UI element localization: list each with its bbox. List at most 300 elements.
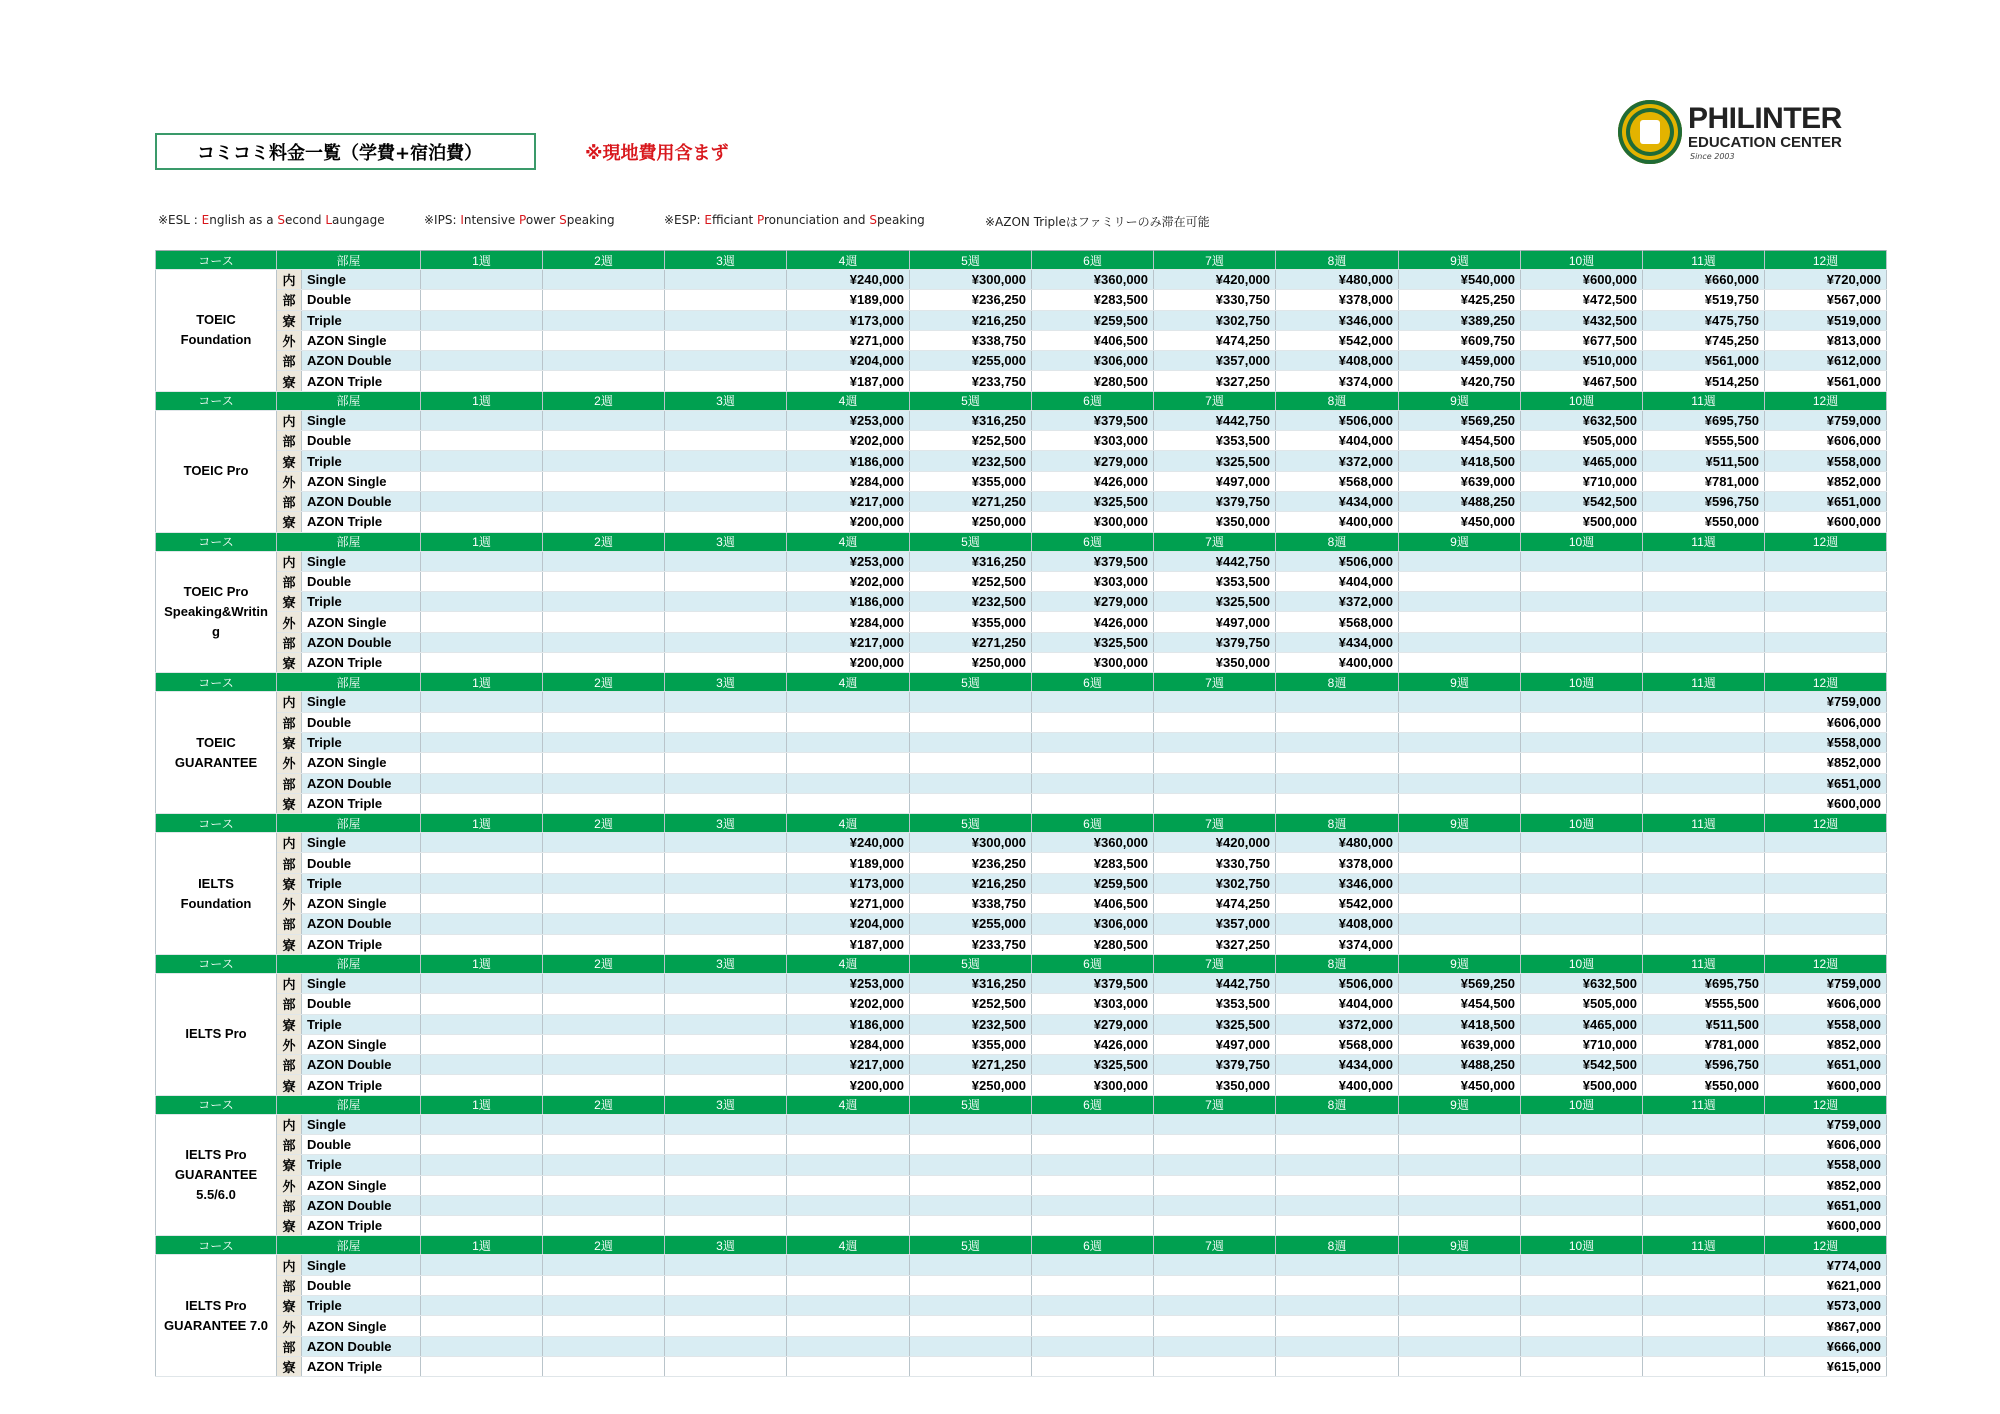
table-row: [156, 853, 1887, 873]
price-cell: [421, 833, 543, 853]
price-cell: ¥271,250: [910, 1055, 1032, 1075]
price-cell: [421, 1175, 543, 1195]
room-type: AZON Single: [302, 753, 421, 773]
price-cell: [910, 1114, 1032, 1134]
price-cell: ¥173,000: [787, 873, 910, 893]
room-type: AZON Triple: [302, 1075, 421, 1095]
price-cell: [421, 410, 543, 430]
room-type: Triple: [302, 310, 421, 330]
price-cell: [1154, 793, 1276, 813]
price-cell: [543, 310, 665, 330]
price-cell: ¥568,000: [1276, 1034, 1399, 1054]
price-cell: ¥506,000: [1276, 410, 1399, 430]
price-cell: ¥379,750: [1154, 491, 1276, 511]
price-cell: [665, 994, 787, 1014]
price-cell: [1399, 551, 1521, 571]
table-row: [156, 1175, 1887, 1195]
price-cell: ¥561,000: [1643, 351, 1765, 371]
column-header: コース: [156, 532, 277, 551]
price-cell: [910, 773, 1032, 793]
price-cell: [787, 1316, 910, 1336]
price-cell: [543, 1134, 665, 1154]
price-cell: ¥542,000: [1276, 330, 1399, 350]
price-cell: ¥316,250: [910, 551, 1032, 571]
room-type-kanji: 寮: [277, 1014, 302, 1034]
room-type-kanji: 部: [277, 1195, 302, 1215]
price-cell: ¥232,500: [910, 1014, 1032, 1034]
price-cell: ¥454,500: [1399, 994, 1521, 1014]
room-type-kanji: 寮: [277, 1296, 302, 1316]
price-cell: [1154, 1114, 1276, 1134]
price-cell: ¥250,000: [910, 653, 1032, 673]
price-cell: [665, 491, 787, 511]
price-cell: ¥187,000: [787, 371, 910, 391]
room-type-kanji: 外: [277, 471, 302, 491]
column-header: コース: [156, 814, 277, 833]
table-row: [156, 571, 1887, 591]
price-cell: [1276, 712, 1399, 732]
column-header: 6週: [1032, 1095, 1154, 1114]
price-cell: ¥677,500: [1521, 330, 1643, 350]
price-cell: ¥550,000: [1643, 1075, 1765, 1095]
price-cell: [543, 1014, 665, 1034]
course-name-cell: IELTS Pro GUARANTEE 7.0: [156, 1255, 277, 1377]
price-cell: [787, 1356, 910, 1376]
price-cell: [787, 732, 910, 752]
book-emblem-icon: [1618, 100, 1682, 164]
room-type-kanji: 部: [277, 1336, 302, 1356]
column-header: 7週: [1154, 1095, 1276, 1114]
price-cell: [665, 653, 787, 673]
logo-since: Since 2003: [1690, 152, 1735, 161]
price-cell: [665, 692, 787, 712]
table-row: [156, 1014, 1887, 1034]
room-type-kanji: 部: [277, 571, 302, 591]
column-header: 7週: [1154, 251, 1276, 270]
price-cell: [1399, 712, 1521, 732]
price-cell: [1643, 914, 1765, 934]
price-cell: [910, 1216, 1032, 1236]
price-cell: [910, 1316, 1032, 1336]
price-cell: ¥720,000: [1765, 270, 1887, 290]
room-type-kanji: 寮: [277, 1356, 302, 1376]
room-type: AZON Triple: [302, 371, 421, 391]
column-header: 4週: [787, 1236, 910, 1255]
price-cell: [1399, 612, 1521, 632]
room-type-kanji: 内: [277, 692, 302, 712]
price-cell: [1032, 1336, 1154, 1356]
price-cell: ¥327,250: [1154, 934, 1276, 954]
price-cell: [1276, 1155, 1399, 1175]
price-cell: [910, 692, 1032, 712]
column-header: 2週: [543, 814, 665, 833]
price-cell: [1643, 1356, 1765, 1376]
course-name-cell: IELTS Foundation: [156, 833, 277, 955]
price-cell: [421, 894, 543, 914]
price-cell: ¥781,000: [1643, 1034, 1765, 1054]
price-cell: [1032, 1316, 1154, 1336]
room-type: Triple: [302, 873, 421, 893]
price-cell: ¥253,000: [787, 410, 910, 430]
price-cell: [665, 853, 787, 873]
column-header: 部屋: [277, 954, 421, 973]
price-cell: [421, 451, 543, 471]
room-type-kanji: 部: [277, 712, 302, 732]
price-cell: ¥338,750: [910, 894, 1032, 914]
price-cell: [1643, 1216, 1765, 1236]
price-cell: ¥355,000: [910, 612, 1032, 632]
price-cell: ¥306,000: [1032, 914, 1154, 934]
room-type: AZON Triple: [302, 1216, 421, 1236]
room-type-kanji: 内: [277, 551, 302, 571]
price-cell: ¥600,000: [1765, 793, 1887, 813]
price-cell: ¥353,500: [1154, 994, 1276, 1014]
room-type: AZON Single: [302, 1034, 421, 1054]
table-row: [156, 1034, 1887, 1054]
price-cell: [543, 1275, 665, 1295]
price-cell: ¥379,500: [1032, 410, 1154, 430]
room-type: Triple: [302, 592, 421, 612]
price-cell: ¥186,000: [787, 451, 910, 471]
price-cell: [421, 551, 543, 571]
course-name-cell: TOEIC Pro: [156, 410, 277, 532]
price-cell: [665, 551, 787, 571]
room-type-kanji: 内: [277, 1255, 302, 1275]
room-type: Single: [302, 692, 421, 712]
price-cell: [1399, 853, 1521, 873]
price-cell: [665, 371, 787, 391]
price-cell: ¥425,250: [1399, 290, 1521, 310]
room-type: Triple: [302, 1296, 421, 1316]
price-cell: [1521, 1255, 1643, 1275]
price-cell: ¥600,000: [1765, 512, 1887, 532]
price-cell: ¥745,250: [1643, 330, 1765, 350]
price-cell: [665, 632, 787, 652]
price-cell: [421, 512, 543, 532]
room-type-kanji: 寮: [277, 451, 302, 471]
price-cell: [1643, 793, 1765, 813]
course-name-cell: IELTS Pro GUARANTEE 5.5/6.0: [156, 1114, 277, 1236]
price-cell: [1521, 894, 1643, 914]
column-header: 7週: [1154, 814, 1276, 833]
price-cell: [1399, 1195, 1521, 1215]
price-cell: ¥573,000: [1765, 1296, 1887, 1316]
price-cell: ¥233,750: [910, 371, 1032, 391]
table-header-row: [156, 1236, 1887, 1255]
fee-table: [155, 250, 1887, 1377]
column-header: 1週: [421, 954, 543, 973]
price-cell: ¥379,750: [1154, 632, 1276, 652]
price-cell: [910, 1356, 1032, 1376]
column-header: 3週: [665, 391, 787, 410]
column-header: 8週: [1276, 673, 1399, 692]
price-cell: ¥511,500: [1643, 451, 1765, 471]
price-cell: [910, 712, 1032, 732]
room-type-kanji: 寮: [277, 653, 302, 673]
price-cell: [1032, 1134, 1154, 1154]
price-cell: ¥651,000: [1765, 1055, 1887, 1075]
room-type: Double: [302, 994, 421, 1014]
price-cell: [1521, 1195, 1643, 1215]
price-cell: ¥353,500: [1154, 571, 1276, 591]
price-cell: [543, 351, 665, 371]
column-header: 9週: [1399, 251, 1521, 270]
price-cell: ¥408,000: [1276, 351, 1399, 371]
price-cell: ¥271,000: [787, 894, 910, 914]
title-note: ※現地費用含まず: [585, 143, 729, 164]
price-cell: [543, 410, 665, 430]
price-cell: [421, 994, 543, 1014]
column-header: 11週: [1643, 251, 1765, 270]
column-header: コース: [156, 251, 277, 270]
price-cell: [1521, 1296, 1643, 1316]
table-row: [156, 290, 1887, 310]
price-cell: ¥474,250: [1154, 330, 1276, 350]
price-cell: [543, 873, 665, 893]
price-cell: ¥596,750: [1643, 491, 1765, 511]
room-type-kanji: 部: [277, 853, 302, 873]
column-header: 6週: [1032, 532, 1154, 551]
room-type: Triple: [302, 732, 421, 752]
price-cell: [665, 1336, 787, 1356]
price-cell: ¥204,000: [787, 914, 910, 934]
price-cell: ¥852,000: [1765, 753, 1887, 773]
table-row: [156, 1075, 1887, 1095]
price-cell: ¥303,000: [1032, 994, 1154, 1014]
price-cell: [665, 290, 787, 310]
course-name-cell: TOEIC Pro Speaking&Writin g: [156, 551, 277, 673]
price-cell: ¥300,000: [1032, 1075, 1154, 1095]
table-row: [156, 1296, 1887, 1316]
price-cell: [1032, 1114, 1154, 1134]
price-cell: [421, 1155, 543, 1175]
price-cell: ¥695,750: [1643, 973, 1765, 993]
price-cell: ¥505,000: [1521, 431, 1643, 451]
price-cell: [665, 1034, 787, 1054]
price-cell: ¥279,000: [1032, 1014, 1154, 1034]
column-header: 6週: [1032, 1236, 1154, 1255]
column-header: 9週: [1399, 532, 1521, 551]
price-cell: [1276, 1114, 1399, 1134]
price-cell: ¥434,000: [1276, 1055, 1399, 1075]
price-cell: ¥300,000: [910, 270, 1032, 290]
price-cell: ¥852,000: [1765, 471, 1887, 491]
price-cell: ¥426,000: [1032, 471, 1154, 491]
price-cell: [665, 471, 787, 491]
price-cell: ¥432,500: [1521, 310, 1643, 330]
price-cell: [1643, 1155, 1765, 1175]
price-cell: ¥200,000: [787, 653, 910, 673]
room-type-kanji: 内: [277, 410, 302, 430]
price-cell: [1521, 612, 1643, 632]
price-cell: [665, 1316, 787, 1336]
price-cell: [910, 1255, 1032, 1275]
room-type: AZON Double: [302, 773, 421, 793]
column-header: 5週: [910, 1095, 1032, 1114]
price-cell: ¥558,000: [1765, 1155, 1887, 1175]
room-type-kanji: 寮: [277, 310, 302, 330]
column-header: 10週: [1521, 1095, 1643, 1114]
price-cell: [421, 270, 543, 290]
column-header: 5週: [910, 532, 1032, 551]
price-cell: ¥420,750: [1399, 371, 1521, 391]
column-header: 12週: [1765, 1236, 1887, 1255]
table-row: [156, 973, 1887, 993]
price-cell: [1643, 592, 1765, 612]
price-cell: [1521, 1134, 1643, 1154]
column-header: 9週: [1399, 1095, 1521, 1114]
price-cell: [1154, 1255, 1276, 1275]
price-cell: ¥338,750: [910, 330, 1032, 350]
price-cell: [421, 653, 543, 673]
price-cell: [1276, 1356, 1399, 1376]
price-cell: ¥606,000: [1765, 431, 1887, 451]
table-row: [156, 773, 1887, 793]
column-header: 7週: [1154, 954, 1276, 973]
table-row: [156, 1316, 1887, 1336]
room-type-kanji: 寮: [277, 371, 302, 391]
course-name-cell: TOEIC GUARANTEE: [156, 692, 277, 814]
price-cell: [1154, 732, 1276, 752]
price-cell: ¥284,000: [787, 1034, 910, 1054]
price-cell: ¥232,500: [910, 592, 1032, 612]
price-cell: [421, 371, 543, 391]
price-cell: ¥357,000: [1154, 351, 1276, 371]
table-row: [156, 692, 1887, 712]
price-cell: ¥475,750: [1643, 310, 1765, 330]
course-name-cell: TOEIC Foundation: [156, 270, 277, 392]
price-cell: [665, 512, 787, 532]
price-cell: [1276, 732, 1399, 752]
price-cell: ¥454,500: [1399, 431, 1521, 451]
room-type: AZON Single: [302, 1175, 421, 1195]
room-type: AZON Double: [302, 1055, 421, 1075]
price-cell: [1154, 773, 1276, 793]
price-cell: [421, 571, 543, 591]
price-cell: [1765, 914, 1887, 934]
column-header: 5週: [910, 814, 1032, 833]
price-cell: [665, 431, 787, 451]
column-header: 11週: [1643, 673, 1765, 692]
price-cell: [665, 1055, 787, 1075]
price-cell: [1521, 934, 1643, 954]
column-header: 4週: [787, 814, 910, 833]
price-cell: ¥606,000: [1765, 1134, 1887, 1154]
price-cell: ¥632,500: [1521, 973, 1643, 993]
table-row: [156, 712, 1887, 732]
room-type: Double: [302, 1275, 421, 1295]
price-cell: [543, 551, 665, 571]
price-cell: ¥450,000: [1399, 512, 1521, 532]
price-cell: [421, 1356, 543, 1376]
column-header: 11週: [1643, 814, 1765, 833]
price-cell: ¥355,000: [910, 1034, 1032, 1054]
room-type: Single: [302, 410, 421, 430]
room-type-kanji: 寮: [277, 732, 302, 752]
price-cell: [543, 1075, 665, 1095]
price-cell: [1643, 632, 1765, 652]
room-type: AZON Double: [302, 914, 421, 934]
room-type-kanji: 部: [277, 914, 302, 934]
price-cell: ¥255,000: [910, 914, 1032, 934]
room-type: AZON Double: [302, 491, 421, 511]
price-cell: ¥500,000: [1521, 512, 1643, 532]
room-type-kanji: 寮: [277, 592, 302, 612]
price-cell: [787, 1296, 910, 1316]
price-cell: [421, 1216, 543, 1236]
price-cell: [543, 894, 665, 914]
price-cell: [543, 712, 665, 732]
room-type: AZON Single: [302, 1316, 421, 1336]
price-cell: [1521, 653, 1643, 673]
price-cell: [665, 592, 787, 612]
price-cell: ¥852,000: [1765, 1175, 1887, 1195]
column-header: 10週: [1521, 814, 1643, 833]
price-cell: ¥639,000: [1399, 471, 1521, 491]
column-header: 12週: [1765, 1095, 1887, 1114]
price-cell: ¥372,000: [1276, 592, 1399, 612]
price-cell: [543, 1155, 665, 1175]
price-cell: ¥200,000: [787, 512, 910, 532]
table-row: [156, 410, 1887, 430]
room-type-kanji: 部: [277, 351, 302, 371]
price-cell: [1032, 1175, 1154, 1195]
price-cell: [543, 571, 665, 591]
price-cell: [1521, 692, 1643, 712]
price-cell: [543, 491, 665, 511]
price-cell: [1399, 753, 1521, 773]
price-cell: ¥465,000: [1521, 1014, 1643, 1034]
column-header: 2週: [543, 673, 665, 692]
price-cell: ¥236,250: [910, 290, 1032, 310]
price-cell: [1032, 753, 1154, 773]
column-header: 6週: [1032, 954, 1154, 973]
table-row: [156, 1275, 1887, 1295]
price-cell: [910, 1275, 1032, 1295]
price-cell: [665, 1175, 787, 1195]
table-header-row: [156, 391, 1887, 410]
price-cell: [543, 1114, 665, 1134]
table-row: [156, 1055, 1887, 1075]
price-cell: [1154, 1316, 1276, 1336]
price-cell: [1765, 551, 1887, 571]
price-cell: [421, 753, 543, 773]
price-cell: ¥651,000: [1765, 491, 1887, 511]
price-cell: [421, 692, 543, 712]
room-type-kanji: 寮: [277, 512, 302, 532]
price-cell: [1521, 732, 1643, 752]
table-header-row: [156, 1095, 1887, 1114]
column-header: コース: [156, 391, 277, 410]
price-cell: [1521, 1155, 1643, 1175]
price-cell: [543, 914, 665, 934]
price-cell: ¥253,000: [787, 973, 910, 993]
price-cell: [665, 712, 787, 732]
price-cell: [1643, 692, 1765, 712]
price-cell: ¥250,000: [910, 1075, 1032, 1095]
price-cell: [1154, 692, 1276, 712]
room-type-kanji: 部: [277, 431, 302, 451]
price-cell: [787, 753, 910, 773]
price-cell: ¥232,500: [910, 451, 1032, 471]
price-cell: ¥497,000: [1154, 612, 1276, 632]
column-header: 部屋: [277, 1095, 421, 1114]
price-cell: [1643, 853, 1765, 873]
room-type: Triple: [302, 1014, 421, 1034]
price-cell: ¥506,000: [1276, 973, 1399, 993]
course-name-cell: IELTS Pro: [156, 973, 277, 1095]
table-row: [156, 873, 1887, 893]
